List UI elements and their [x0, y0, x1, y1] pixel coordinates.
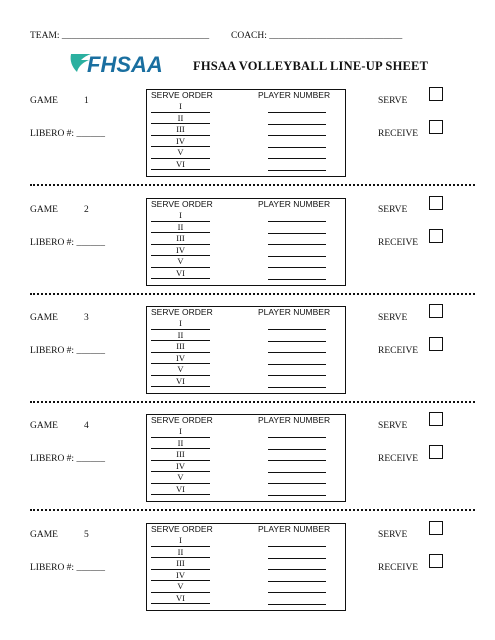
player-number-header: PLAYER NUMBER	[258, 199, 331, 209]
player-number-header: PLAYER NUMBER	[258, 524, 331, 534]
receive-checkbox[interactable]	[429, 120, 443, 134]
player-number-field[interactable]	[268, 495, 326, 496]
player-number-field[interactable]	[268, 267, 326, 268]
player-number-field[interactable]	[268, 124, 326, 125]
serve-order-slot: IV	[151, 461, 210, 473]
serve-label: SERVE	[378, 530, 408, 540]
serve-order-slot: IV	[151, 136, 210, 148]
serve-checkbox[interactable]	[429, 196, 443, 210]
serve-order-header: SERVE ORDER	[151, 415, 213, 425]
game-number: 1	[84, 96, 89, 106]
player-number-field[interactable]	[268, 279, 326, 280]
player-number-field[interactable]	[268, 170, 326, 171]
libero-field[interactable]: LIBERO #: ______	[30, 238, 105, 248]
player-number-field[interactable]	[268, 244, 326, 245]
player-number-field[interactable]	[268, 449, 326, 450]
serve-order-slot: IV	[151, 353, 210, 365]
section-divider	[30, 293, 475, 295]
serve-order-header: SERVE ORDER	[151, 307, 213, 317]
serve-label: SERVE	[378, 96, 408, 106]
receive-checkbox[interactable]	[429, 229, 443, 243]
section-divider	[30, 184, 475, 186]
game-label: GAME	[30, 313, 58, 323]
player-number-field[interactable]	[268, 221, 326, 222]
serve-order-header: SERVE ORDER	[151, 524, 213, 534]
serve-order-slot: V	[151, 364, 210, 376]
game-label: GAME	[30, 96, 58, 106]
serve-order-slot: VI	[151, 376, 210, 388]
receive-label: RECEIVE	[378, 238, 419, 248]
player-number-field[interactable]	[268, 592, 326, 593]
serve-order-slot: III	[151, 124, 210, 136]
team-field[interactable]: TEAM: _______________________________	[30, 31, 210, 41]
game-label: GAME	[30, 205, 58, 215]
serve-order-slot: V	[151, 581, 210, 593]
lineup-box	[146, 89, 346, 177]
serve-order-slot: I	[151, 535, 210, 547]
serve-order-slot: VI	[151, 484, 210, 496]
player-number-field[interactable]	[268, 112, 326, 113]
player-number-field[interactable]	[268, 604, 326, 605]
serve-order-slot: I	[151, 101, 210, 113]
serve-order-slot: IV	[151, 245, 210, 257]
serve-label: SERVE	[378, 313, 408, 323]
player-number-field[interactable]	[268, 158, 326, 159]
game-number: 2	[84, 205, 89, 215]
logo-text: FHSAA	[87, 52, 163, 77]
lineup-box	[146, 306, 346, 394]
player-number-field[interactable]	[268, 135, 326, 136]
player-number-field[interactable]	[268, 460, 326, 461]
player-number-field[interactable]	[268, 581, 326, 582]
libero-field[interactable]: LIBERO #: ______	[30, 346, 105, 356]
receive-label: RECEIVE	[378, 563, 419, 573]
serve-order-slot: II	[151, 438, 210, 450]
game-section-4	[0, 415, 495, 521]
serve-checkbox[interactable]	[429, 304, 443, 318]
serve-order-slot: III	[151, 341, 210, 353]
serve-checkbox[interactable]	[429, 521, 443, 535]
section-divider	[30, 401, 475, 403]
receive-checkbox[interactable]	[429, 445, 443, 459]
player-number-field[interactable]	[268, 569, 326, 570]
section-divider	[30, 509, 475, 511]
receive-label: RECEIVE	[378, 454, 419, 464]
game-number: 3	[84, 313, 89, 323]
receive-checkbox[interactable]	[429, 337, 443, 351]
serve-checkbox[interactable]	[429, 412, 443, 426]
player-number-field[interactable]	[268, 546, 326, 547]
serve-order-slot: II	[151, 113, 210, 125]
serve-order-slot: VI	[151, 159, 210, 171]
lineup-box	[146, 198, 346, 286]
game-section-1	[0, 90, 495, 196]
serve-order-header: SERVE ORDER	[151, 90, 213, 100]
serve-label: SERVE	[378, 205, 408, 215]
player-number-field[interactable]	[268, 437, 326, 438]
serve-order-slot: VI	[151, 268, 210, 280]
game-number: 5	[84, 530, 89, 540]
libero-field[interactable]: LIBERO #: ______	[30, 563, 105, 573]
player-number-field[interactable]	[268, 387, 326, 388]
serve-order-slot: V	[151, 472, 210, 484]
serve-order-header: SERVE ORDER	[151, 199, 213, 209]
serve-order-slot: V	[151, 147, 210, 159]
player-number-field[interactable]	[268, 558, 326, 559]
player-number-header: PLAYER NUMBER	[258, 307, 331, 317]
game-number: 4	[84, 421, 89, 431]
receive-checkbox[interactable]	[429, 554, 443, 568]
serve-order-slot: III	[151, 233, 210, 245]
lineup-box	[146, 414, 346, 502]
receive-label: RECEIVE	[378, 129, 419, 139]
page-title: FHSAA VOLLEYBALL LINE-UP SHEET	[193, 59, 429, 73]
player-number-field[interactable]	[268, 256, 326, 257]
player-number-field[interactable]	[268, 375, 326, 376]
player-number-header: PLAYER NUMBER	[258, 415, 331, 425]
receive-label: RECEIVE	[378, 346, 419, 356]
serve-order-slot: V	[151, 256, 210, 268]
serve-order-slot: I	[151, 210, 210, 222]
game-section-3	[0, 307, 495, 413]
game-label: GAME	[30, 421, 58, 431]
player-number-field[interactable]	[268, 341, 326, 342]
fhsaa-logo	[67, 50, 187, 77]
serve-checkbox[interactable]	[429, 87, 443, 101]
player-number-field[interactable]	[268, 147, 326, 148]
serve-order-slot: I	[151, 318, 210, 330]
serve-order-slot: II	[151, 222, 210, 234]
serve-order-slot: II	[151, 330, 210, 342]
serve-order-slot: II	[151, 547, 210, 559]
serve-order-slot: III	[151, 558, 210, 570]
player-number-header: PLAYER NUMBER	[258, 90, 331, 100]
game-section-5	[0, 524, 495, 630]
player-number-field[interactable]	[268, 352, 326, 353]
libero-field[interactable]: LIBERO #: ______	[30, 129, 105, 139]
player-number-field[interactable]	[268, 483, 326, 484]
player-number-field[interactable]	[268, 329, 326, 330]
player-number-field[interactable]	[268, 233, 326, 234]
serve-order-slot: VI	[151, 593, 210, 605]
serve-order-slot: I	[151, 426, 210, 438]
player-number-field[interactable]	[268, 364, 326, 365]
libero-field[interactable]: LIBERO #: ______	[30, 454, 105, 464]
lineup-box	[146, 523, 346, 611]
coach-field[interactable]: COACH: ____________________________	[231, 31, 403, 41]
game-section-2	[0, 199, 495, 305]
serve-order-slot: III	[151, 449, 210, 461]
serve-label: SERVE	[378, 421, 408, 431]
serve-order-slot: IV	[151, 570, 210, 582]
player-number-field[interactable]	[268, 472, 326, 473]
game-label: GAME	[30, 530, 58, 540]
